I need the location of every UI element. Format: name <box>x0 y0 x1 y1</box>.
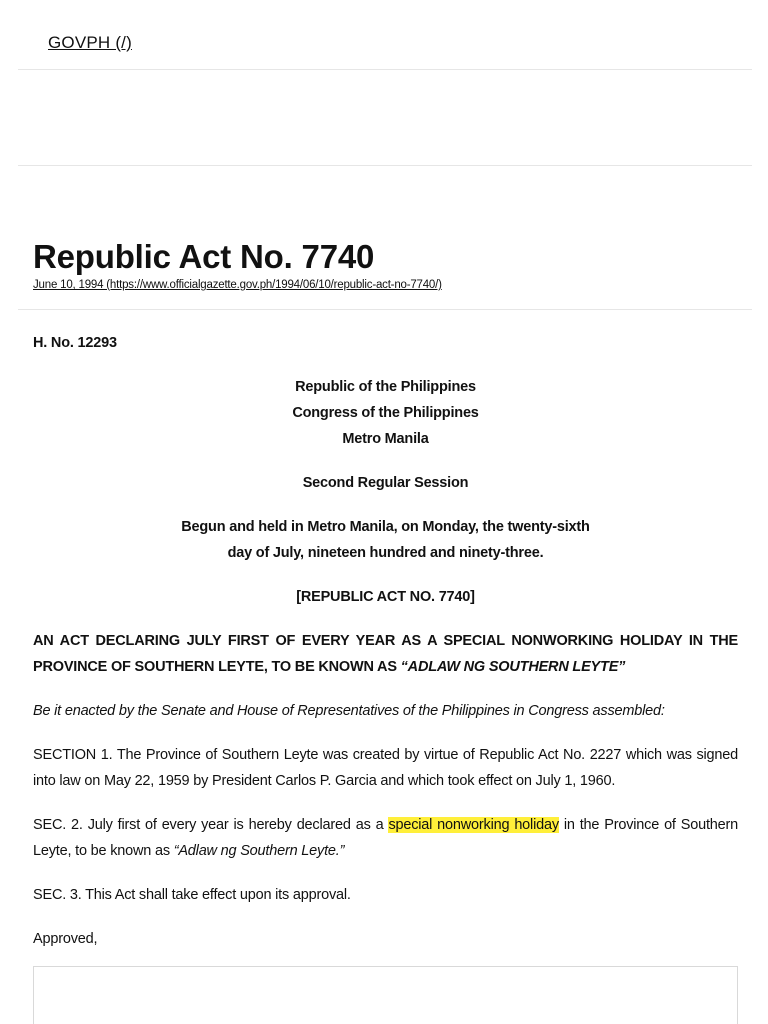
enacting-clause: Be it enacted by the Senate and House of Representatives of the Philippines in Congress assembled: <box>33 703 665 719</box>
section-3: SEC. 3. This Act shall take effect upon its approval. <box>33 887 351 903</box>
signature-box <box>33 966 738 1024</box>
act-number: [REPUBLIC ACT NO. 7740] <box>296 589 475 605</box>
header-line: Metro Manila <box>342 431 429 447</box>
house-number: H. No. 12293 <box>33 335 117 351</box>
govph-link[interactable]: GOVPH (/) <box>48 33 132 52</box>
approved-line: Approved, <box>33 931 98 947</box>
header-line: Republic of the Philippines <box>295 379 476 395</box>
nav-divider <box>18 69 752 70</box>
page-title: Republic Act No. 7740 <box>33 238 375 275</box>
date-permalink[interactable]: June 10, 1994 (https://www.officialgazette.gov.ph/1994/06/10/republic-act-no-7740/) <box>33 279 442 291</box>
act-title: AN ACT DECLARING JULY FIRST OF EVERY YEAR AS A SPECIAL NONWORKING HOLIDAY IN THE PROVINCE OF SOUTHERN LEYTE, TO BE KNOWN AS “ADLAW NG SOUTHERN LEYTE” <box>33 633 738 675</box>
header-line: Congress of the Philippines <box>292 405 479 421</box>
title-divider <box>18 309 752 310</box>
banner-divider <box>18 165 752 166</box>
session-line: Second Regular Session <box>302 475 469 491</box>
begun-line: Begun and held in Metro Manila, on Monday, the twenty-sixth <box>181 519 590 535</box>
highlighted-text: special nonworking holiday <box>388 817 559 833</box>
begun-line: day of July, nineteen hundred and ninety-three. <box>227 545 544 561</box>
section-2: SEC. 2. July first of every year is hereby declared as a special nonworking holiday in the Province of Southern Leyte, to be known as “Adlaw ng Southern Leyte.” <box>33 817 738 859</box>
article-body <box>33 320 738 952</box>
top-navigation <box>0 0 768 70</box>
section-1: SECTION 1. The Province of Southern Leyte was created by virtue of Republic Act No. 2227 which was signed into law on May 22, 1959 by President Carlos P. Garcia and which took effect on July 1, 1960. <box>33 747 738 789</box>
